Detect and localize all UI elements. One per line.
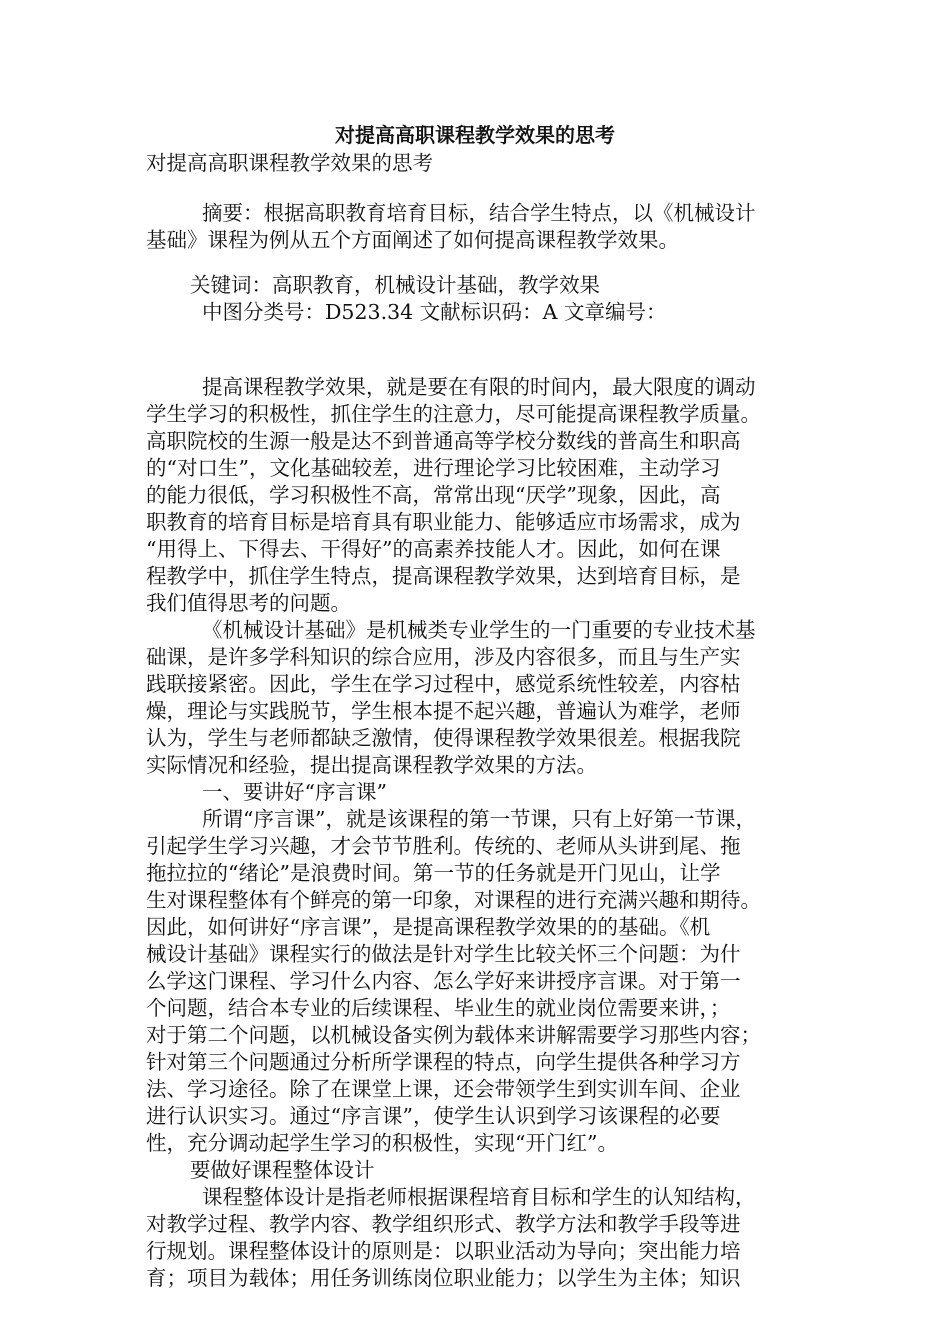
- text-line: 燥，理论与实践脱节，学生根本提不起兴趣，普遍认为难学，老师: [146, 699, 741, 723]
- text-line: 摘要：根据高职教育培育目标，结合学生特点，以《机械设计: [202, 201, 756, 225]
- text-line: 职教育的培育目标是培育具有职业能力、能够适应市场需求，成为: [146, 510, 741, 534]
- text-line: 因此，如何讲好“序言课”，是提高课程教学效果的的基础。《机: [146, 915, 711, 939]
- text-line: 法、学习途径。除了在课堂上课，还会带领学生到实训车间、企业: [146, 1077, 741, 1101]
- text-line: 高职院校的生源一般是达不到普通高等学校分数线的普高生和职高: [146, 429, 741, 453]
- text-line: 学生学习的积极性，抓住学生的注意力，尽可能提高课程教学质量。: [146, 402, 761, 426]
- text-line: 的能力很低，学习积极性不高，常常出现“厌学”现象，因此，高: [146, 483, 721, 507]
- text-line: 一、要讲好“序言课”: [202, 780, 387, 804]
- text-line: 性，充分调动起学生学习的积极性，实现“开门红”。: [146, 1131, 618, 1155]
- text-line: 认为，学生与老师都缺乏激情，使得课程教学效果很差。根据我院: [146, 726, 741, 750]
- text-line: 课程整体设计是指老师根据课程培育目标和学生的认知结构，: [202, 1185, 756, 1209]
- text-line: 行规划。课程整体设计的原则是：以职业活动为导向；突出能力培: [146, 1239, 741, 1263]
- text-line: 对提高高职课程教学效果的思考: [146, 151, 433, 175]
- text-line: 引起学生学习兴趣，才会节节胜利。传统的、老师从头讲到尾、拖: [146, 834, 741, 858]
- text-line: 我们值得思考的问题。: [146, 591, 351, 615]
- text-line: 么学这门课程、学习什么内容、怎么学好来讲授序言课。对于第一: [146, 969, 741, 993]
- text-line: 中图分类号：D523.34 文献标识码：A 文章编号：: [202, 300, 667, 324]
- text-line: 践联接紧密。因此，学生在学习过程中，感觉系统性较差，内容枯: [146, 672, 741, 696]
- text-line: 育；项目为载体；用任务训练岗位职业能力；以学生为主体；知识: [146, 1266, 741, 1290]
- text-line: 实际情况和经验，提出提高课程教学效果的方法。: [146, 753, 597, 777]
- text-line: 对于第二个问题，以机械设备实例为载体来讲解需要学习那些内容；: [146, 1023, 761, 1047]
- text-line: 对教学过程、教学内容、教学组织形式、教学方法和教学手段等进: [146, 1212, 741, 1236]
- text-line: 关键词：高职教育，机械设计基础，教学效果: [190, 273, 600, 297]
- text-line: 个问题，结合本专业的后续课程、毕业生的就业岗位需要来讲，；: [146, 996, 731, 1020]
- text-line: 程教学中，抓住学生特点，提高课程教学效果，达到培育目标，是: [146, 564, 741, 588]
- text-line: 《机械设计基础》是机械类专业学生的一门重要的专业技术基: [202, 618, 756, 642]
- text-line: 针对第三个问题通过分析所学课程的特点，向学生提供各种学习方: [146, 1050, 741, 1074]
- text-line: “用得上、下得去、干得好”的高素养技能人才。因此，如何在课: [146, 537, 721, 561]
- text-line: 的“对口生”，文化基础较差，进行理论学习比较困难，主动学习: [146, 456, 721, 480]
- text-line: 械设计基础》课程实行的做法是针对学生比较关怀三个问题：为什: [146, 942, 741, 966]
- text-line: 提高课程教学效果，就是要在有限的时间内，最大限度的调动: [202, 375, 756, 399]
- text-line: 基础》课程为例从五个方面阐述了如何提高课程教学效果。: [146, 228, 679, 252]
- document-title: 对提高高职课程教学效果的思考: [335, 123, 615, 147]
- text-line: 生对课程整体有个鲜亮的第一印象，对课程的进行充满兴趣和期待。: [146, 888, 761, 912]
- text-line: 所谓“序言课”，就是该课程的第一节课，只有上好第一节课，: [202, 807, 756, 831]
- text-line: 础课，是许多学科知识的综合应用，涉及内容很多，而且与生产实: [146, 645, 741, 669]
- text-line: 进行认识实习。通过“序言课”，使学生认识到学习该课程的必要: [146, 1104, 721, 1128]
- text-line: 拖拉拉的“绪论”是浪费时间。第一节的任务就是开门见山，让学: [146, 861, 721, 885]
- text-line: 要做好课程整体设计: [190, 1158, 375, 1182]
